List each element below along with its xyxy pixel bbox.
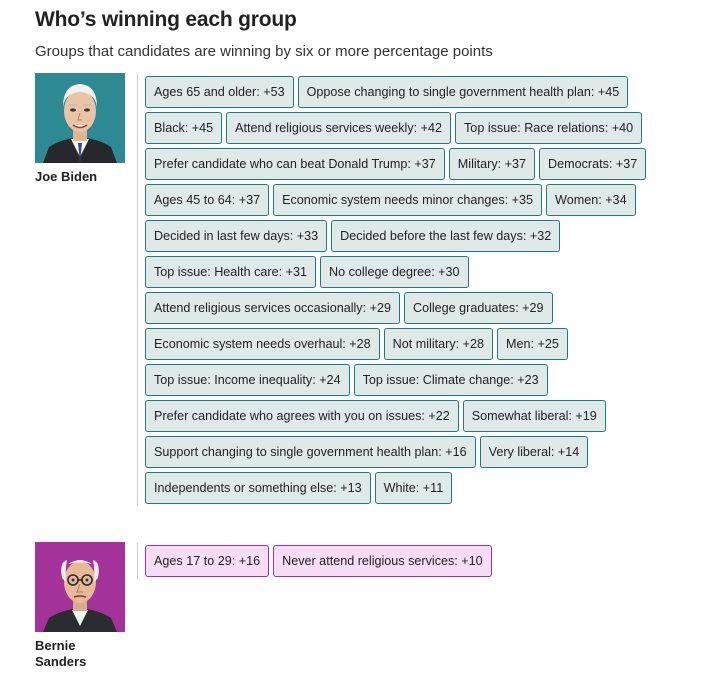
group-chip: White: +11 — [375, 472, 453, 504]
candidate-name: Bernie Sanders — [35, 638, 87, 669]
group-chip: Ages 65 and older: +53 — [145, 76, 294, 108]
group-chip: Decided in last few days: +33 — [145, 220, 327, 252]
page-title: Who’s winning each group — [35, 8, 297, 31]
page-subtitle: Groups that candidates are winning by six or more percentage points — [35, 43, 493, 60]
sanders-portrait-illustration — [35, 542, 125, 632]
group-chip: Top issue: Health care: +31 — [145, 256, 316, 288]
candidate-name: Joe Biden — [35, 169, 98, 184]
group-chip: Very liberal: +14 — [480, 436, 589, 468]
group-chip: Attend religious services weekly: +42 — [226, 112, 451, 144]
group-chip: College graduates: +29 — [404, 292, 553, 324]
group-chip: Economic system needs overhaul: +28 — [145, 328, 380, 360]
group-chip: Ages 17 to 29: +16 — [145, 545, 269, 577]
group-chip: Support changing to single government health plan: +16 — [145, 436, 476, 468]
group-chip: Economic system needs minor changes: +35 — [273, 184, 542, 216]
biden-portrait-illustration — [35, 73, 125, 163]
group-chip: Top issue: Income inequality: +24 — [145, 364, 350, 396]
candidate-sanders — [35, 542, 125, 670]
candidate-biden — [35, 73, 125, 185]
group-chip: Military: +37 — [449, 148, 535, 180]
group-chip: Prefer candidate who agrees with you on issues: +22 — [145, 400, 459, 432]
group-chip: Black: +45 — [145, 112, 222, 144]
sanders-groups-list — [137, 543, 697, 579]
group-chip: Top issue: Race relations: +40 — [455, 112, 642, 144]
group-chip: Men: +25 — [497, 328, 568, 360]
group-chip: Women: +34 — [546, 184, 636, 216]
group-chip: Democrats: +37 — [539, 148, 646, 180]
group-chip: Attend religious services occasionally: +29 — [145, 292, 400, 324]
group-chip: Never attend religious services: +10 — [273, 545, 492, 577]
group-chip: Ages 45 to 64: +37 — [145, 184, 269, 216]
group-chip: Not military: +28 — [384, 328, 493, 360]
group-chip: Top issue: Climate change: +23 — [354, 364, 548, 396]
group-chip: Oppose changing to single government health plan: +45 — [298, 76, 629, 108]
group-chip: Independents or something else: +13 — [145, 472, 371, 504]
biden-groups-list — [137, 74, 697, 506]
group-chip: No college degree: +30 — [320, 256, 469, 288]
group-chip: Somewhat liberal: +19 — [463, 400, 606, 432]
group-chip: Decided before the last few days: +32 — [331, 220, 560, 252]
group-chip: Prefer candidate who can beat Donald Trump: +37 — [145, 148, 445, 180]
